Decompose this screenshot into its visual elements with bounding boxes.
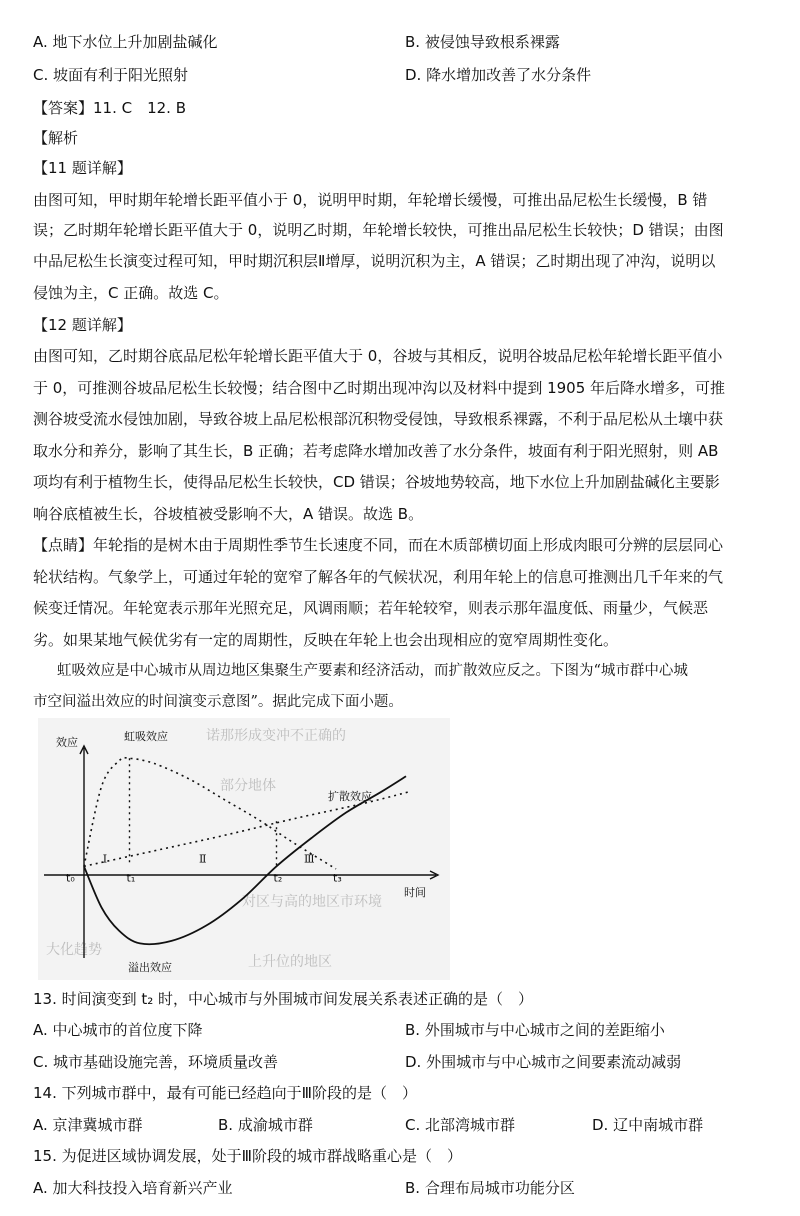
spillover-effect-figure: [38, 718, 450, 980]
svg-text:对区与高的地区市环境: 对区与高的地区市环境: [242, 894, 382, 910]
tick-label-2: t₂: [273, 871, 283, 885]
svg-text:部分地体: 部分地体: [220, 778, 276, 794]
spillover-effect-label: 溢出效应: [128, 961, 172, 974]
x-axis-label: 时间: [404, 886, 426, 899]
q12-line-2: 于 0，可推测谷坡品尼松生长较慢；结合图中乙时期出现冲沟以及材料中提到 1905 年后降水增多，可推: [33, 379, 726, 397]
q12-heading: 【12 题详解】: [33, 316, 132, 334]
q13-option-d: D. 外围城市与中心城市之间要素流动减弱: [405, 1053, 682, 1071]
q12-option-b: B. 被侵蚀导致根系裸露: [405, 33, 560, 51]
stage-label-2: Ⅱ: [199, 852, 207, 866]
q12-option-a: A. 地下水位上升加剧盐碱化: [33, 33, 218, 51]
q11-line-2: 误；乙时期年轮增长距平值大于 0，说明乙时期，年轮增长较快，可推出品尼松生长较快；D 错误；由图: [33, 221, 724, 239]
siphon-effect-label: 虹吸效应: [124, 730, 168, 743]
tick-label-3: t₃: [333, 871, 342, 885]
q12-line-1: 由图可知，乙时期谷底品尼松年轮增长距平值大于 0，谷坡与其相反，说明谷坡品尼松年轮增长距平值小: [33, 347, 723, 365]
tips-line-3: 候变迁情况。年轮宽表示那年光照充足，风调雨顺；若年轮较窄，则表示那年温度低、雨量少，气候恶: [33, 599, 709, 617]
tick-label-0: t₀: [66, 871, 75, 885]
q12-option-d: D. 降水增加改善了水分条件: [405, 66, 592, 84]
q14-option-c: C. 北部湾城市群: [405, 1116, 516, 1134]
q13-stem: 13. 时间演变到 t₂ 时，中心城市与外围城市间发展关系表述正确的是（ ）: [33, 990, 534, 1008]
diffusion-effect-label: 扩散效应: [328, 790, 372, 803]
analysis-label: 【解析: [33, 129, 79, 147]
stage-label-3: Ⅲ: [304, 852, 315, 866]
q15-option-b: B. 合理布局城市功能分区: [405, 1179, 575, 1197]
stage-label-1: Ⅰ: [102, 852, 108, 866]
q13-option-b: B. 外围城市与中心城市之间的差距缩小: [405, 1021, 665, 1039]
q12-line-4: 取水分和养分，影响了其生长，B 正确；若考虑降水增加改善了水分条件，坡面有利于阳光照射，则 AB: [33, 442, 719, 460]
q14-option-a: A. 京津冀城市群: [33, 1116, 143, 1134]
q11-heading: 【11 题详解】: [33, 159, 132, 177]
svg-text:诺那形成变冲不正确的: 诺那形成变冲不正确的: [206, 728, 346, 744]
q12-option-c: C. 坡面有利于阳光照射: [33, 66, 189, 84]
q13-option-a: A. 中心城市的首位度下降: [33, 1021, 203, 1039]
tips-line-2: 轮状结构。气象学上，可通过年轮的宽窄了解各年的气候状况，利用年轮上的信息可推测出几千年来的气: [33, 568, 724, 586]
q14-option-d: D. 辽中南城市群: [592, 1116, 704, 1134]
q14-option-b: B. 成渝城市群: [218, 1116, 313, 1134]
svg-text:上升位的地区: 上升位的地区: [248, 954, 332, 970]
spillover-effect-chart: [38, 718, 450, 980]
q15-option-a: A. 加大科技投入培育新兴产业: [33, 1179, 233, 1197]
tick-label-1: t₁: [126, 871, 136, 885]
y-axis-label: 效应: [56, 736, 78, 749]
q15-stem: 15. 为促进区域协调发展，处于Ⅲ阶段的城市群战略重心是（ ）: [33, 1147, 462, 1165]
q14-stem: 14. 下列城市群中，最有可能已经趋向于Ⅲ阶段的是（ ）: [33, 1084, 417, 1102]
tips-line-1: 【点睛】年轮指的是树木由于周期性季节生长速度不同，而在木质部横切面上形成肉眼可分辨的层层同心: [33, 536, 724, 554]
tips-line-4: 劣。如果某地气候优劣有一定的周期性，反映在年轮上也会出现相应的宽窄周期性变化。: [33, 631, 619, 649]
q12-line-5: 项均有利于植物生长，使得品尼松生长较快，CD 错误；谷坡地势较高，地下水位上升加剧盐碱化主要影: [33, 473, 720, 491]
intro-line-2: 市空间溢出效应的时间演变示意图”。据此完成下面小题。: [33, 694, 403, 710]
q12-line-6: 响谷底植被生长，谷坡植被受影响不大，A 错误。故选 B。: [33, 505, 424, 523]
q11-line-4: 侵蚀为主，C 正确。故选 C。: [33, 284, 229, 302]
answer-line: 【答案】11. C 12. B: [33, 99, 187, 117]
q11-line-3: 中品尼松生长演变过程可知，甲时期沉积层Ⅱ增厚，说明沉积为主，A 错误；乙时期出现了冲沟，说明以: [33, 252, 716, 270]
svg-text:大化趋势: 大化趋势: [46, 942, 102, 958]
figure-background: [38, 718, 450, 980]
q13-option-c: C. 城市基础设施完善，环境质量改善: [33, 1053, 279, 1071]
q12-line-3: 测谷坡受流水侵蚀加剧，导致谷坡上品尼松根部沉积物受侵蚀，导致根系裸露，不利于品尼松从土壤中获: [33, 410, 724, 428]
q11-line-1: 由图可知，甲时期年轮增长距平值小于 0，说明甲时期，年轮增长缓慢，可推出品尼松生长缓慢，B 错: [33, 191, 708, 209]
intro-line-1: 虹吸效应是中心城市从周边地区集聚生产要素和经济活动，而扩散效应反之。下图为“城市群中心城: [57, 663, 688, 679]
